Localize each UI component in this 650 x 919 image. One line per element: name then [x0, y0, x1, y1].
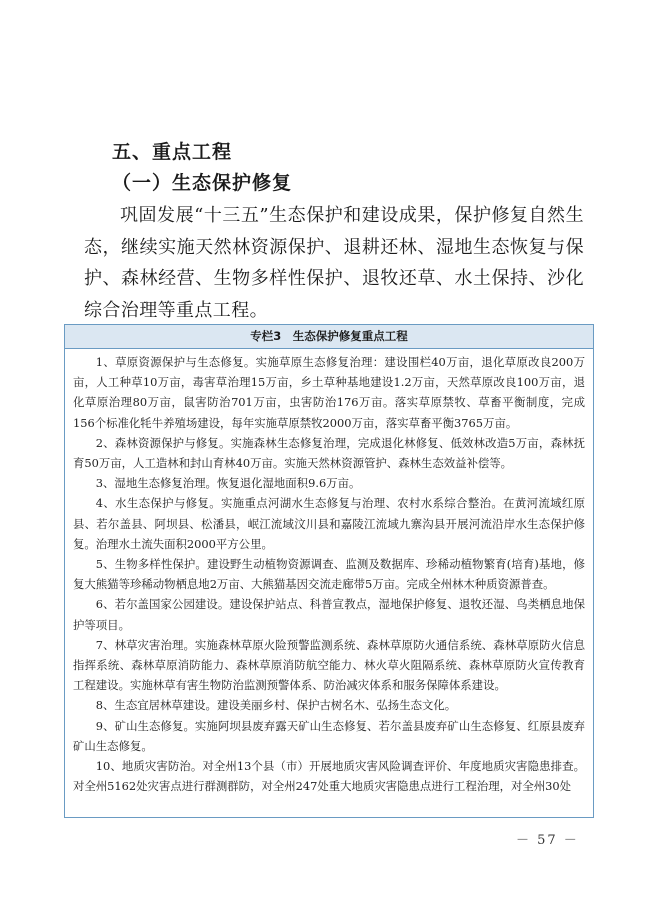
box-item-5: 5、生物多样性保护。建设野生动植物资源调查、监测及数据库、珍稀动植物繁育(培育)基地，修复大熊猫等珍稀动物栖息地2万亩、大熊猫基因交流走廊带5万亩。完成全州林木种质资源普查。	[73, 557, 585, 592]
intro-paragraph: 巩固发展“十三五”生态保护和建设成果，保护修复自然生态，继续实施天然林资源保护、退耕还林、湿地生态恢复与保护、森林经营、生物多样性保护、退牧还草、水土保持、沙化综合治理等重点工程。	[84, 205, 584, 321]
section-heading: 五、重点工程	[112, 141, 233, 163]
subsection-heading: （一）生态保护修复	[112, 172, 293, 194]
box-item-10: 10、地质灾害防治。对全州13个县（市）开展地质灾害风险调查评价、年度地质灾害隐患排查。对全州5162处灾害点进行群测群防，对全州247处重大地质灾害隐患点进行工程治理，对全州30处	[73, 759, 585, 794]
box-item-8: 8、生态宜居林草建设。建设美丽乡村、保护古树名木、弘扬生态文化。	[95, 698, 457, 713]
box-item-1: 1、草原资源保护与生态修复。实施草原生态修复治理：建设围栏40万亩，退化草原改良200万亩，人工种草10万亩，毒害草治理15万亩，乡土草种基地建设1.2万亩，天然草原改良100万亩，退化草原治理80万亩，鼠害防治701万亩，虫害防治176万亩。落实草原禁牧、草畜平衡制度，完成156个标准化牦牛养殖场建设，每年实施草原禁牧2000万亩，落实草畜平衡3765万亩。	[73, 355, 585, 430]
box-title: 专栏3 生态保护修复重点工程	[65, 325, 593, 349]
box-item-6: 6、若尔盖国家公园建设。建设保护站点、科普宣教点，湿地保护修复、退牧还湿、鸟类栖息地保护等项目。	[73, 597, 585, 632]
box-item-9: 9、矿山生态修复。实施阿坝县废弃露天矿山生态修复、若尔盖县废弃矿山生态修复、红原县废弃矿山生态修复。	[73, 718, 585, 753]
page-number: － 57 －	[516, 833, 579, 848]
box-item-7: 7、林草灾害治理。实施森林草原火险预警监测系统、森林草原防火通信系统、森林草原防火信息指挥系统、森林草原消防能力、森林草原消防航空能力、林火草火阻隔系统、森林草原防火宣传教育工程建设。实施林草有害生物防治监测预警体系、防治减灾体系和服务保障体系建设。	[73, 637, 585, 693]
box-item-4: 4、水生态保护与修复。实施重点河湖水生态修复与治理、农村水系综合整治。在黄河流域红原县、若尔盖县、阿坝县、松潘县，岷江流域汶川县和嘉陵江流域九寨沟县开展河流沿岸水生态保护修复。治理水土流失面积2000平方公里。	[73, 496, 585, 551]
box-item-2: 2、森林资源保护与修复。实施森林生态修复治理，完成退化林修复、低效林改造5万亩，森林抚育50万亩，人工造林和封山育林40万亩。实施天然林资源管护、森林生态效益补偿等。	[73, 435, 585, 471]
box-item-3: 3、湿地生态修复治理。恢复退化湿地面积9.6万亩。	[95, 476, 361, 491]
feature-box	[64, 324, 594, 818]
box-body	[65, 349, 593, 796]
